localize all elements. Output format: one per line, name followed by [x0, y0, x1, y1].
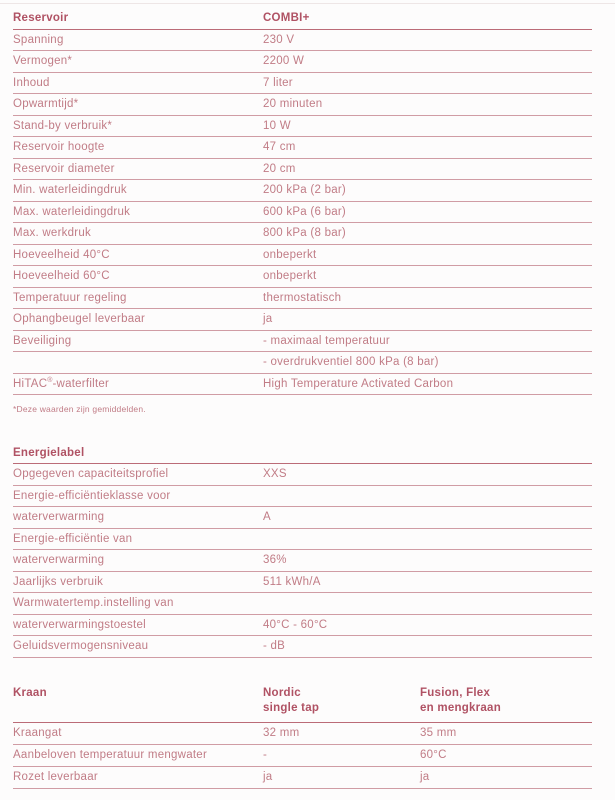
spec-value: thermostatisch	[263, 291, 342, 304]
reservoir-table	[13, 8, 592, 395]
spec-label: Energie-efficiëntie van	[13, 532, 133, 545]
spec-value: - overdrukventiel 800 kPa (8 bar)	[263, 356, 439, 369]
registered-trademark-symbol: ®	[47, 377, 53, 385]
kraan-column-nordic	[263, 686, 420, 716]
table-row	[13, 180, 592, 202]
hitac-label-text: HiTAC	[13, 378, 48, 391]
spec-label: Jaarlijks verbruik	[13, 575, 104, 588]
table-row	[13, 137, 592, 159]
footnote: *Deze waarden zijn gemiddelden.	[13, 404, 146, 414]
kraan-column-nordic-line1: Nordic	[263, 686, 301, 699]
kraan-column-nordic-line2: single tap	[263, 701, 320, 714]
spec-label: Ophangbeugel leverbaar	[13, 313, 146, 326]
spec-value: XXS	[263, 468, 287, 481]
table-row	[13, 266, 592, 288]
table-row	[13, 73, 592, 95]
table-row	[13, 245, 592, 267]
spec-label: waterverwarming	[13, 554, 105, 567]
table-row	[13, 486, 592, 508]
table-row	[13, 529, 592, 551]
table-row	[13, 116, 592, 138]
table-row	[13, 51, 592, 73]
kraan-section-title: Kraan	[13, 686, 47, 699]
table-row	[13, 288, 592, 310]
table-row	[13, 745, 592, 767]
spec-label: Inhoud	[13, 76, 50, 89]
kraan-column-fusion-line2: en mengkraan	[420, 701, 501, 714]
table-row	[13, 223, 592, 245]
spec-label: Opgegeven capaciteitsprofiel	[13, 468, 169, 481]
spec-value: 800 kPa (8 bar)	[263, 227, 347, 240]
kraan-column-fusion	[420, 686, 592, 716]
spec-value-fusion: 60°C	[420, 749, 447, 761]
spec-label: Max. werkdruk	[13, 227, 92, 240]
spec-value: 40°C - 60°C	[263, 618, 328, 631]
kraan-column-fusion-line1: Fusion, Flex	[420, 686, 491, 699]
table-row	[13, 615, 592, 637]
reservoir-table-header-row	[13, 8, 592, 30]
spec-value: - maximaal temperatuur	[263, 334, 390, 347]
spec-label: waterverwarming	[13, 511, 105, 524]
energielabel-section-heading	[13, 443, 592, 464]
product-name: COMBI+	[263, 12, 310, 25]
spec-value: onbeperkt	[263, 248, 317, 261]
spec-label: Spanning	[13, 33, 64, 46]
table-row	[13, 593, 592, 615]
spec-value: 36%	[263, 554, 287, 567]
table-row	[13, 331, 592, 353]
spec-label: Max. waterleidingdruk	[13, 205, 131, 218]
spec-value: A	[263, 511, 271, 524]
spec-value-nordic: -	[263, 749, 268, 761]
spec-label: Warmwatertemp.instelling van	[13, 597, 174, 610]
spec-label: Rozet leverbaar	[13, 771, 98, 783]
spec-value: onbeperkt	[263, 270, 317, 283]
table-row	[13, 767, 592, 789]
table-row	[13, 159, 592, 181]
spec-value-nordic: 32 mm	[263, 727, 300, 739]
table-row	[13, 723, 592, 745]
spec-label: Vermogen*	[13, 55, 73, 68]
spec-value-fusion: ja	[420, 771, 430, 783]
spec-label: Reservoir diameter	[13, 162, 115, 175]
kraan-table-header-row	[13, 685, 592, 723]
table-row	[13, 202, 592, 224]
spec-value: - dB	[263, 640, 286, 653]
spec-value: 600 kPa (6 bar)	[263, 205, 347, 218]
table-row	[13, 572, 592, 594]
spec-value: 7 liter	[263, 76, 293, 89]
spec-label: Hoeveelheid 60°C	[13, 270, 110, 283]
spec-value: 511 kWh/A	[263, 575, 321, 588]
table-row	[13, 636, 592, 658]
spec-label	[13, 377, 263, 390]
spec-label: Hoeveelheid 40°C	[13, 248, 110, 261]
spec-label: Geluidsvermogensniveau	[13, 640, 149, 653]
spec-label: Opwarmtijd*	[13, 98, 79, 111]
spec-value: 230 V	[263, 33, 295, 46]
hitac-label-suffix: -waterfilter	[52, 378, 110, 391]
table-row	[13, 374, 592, 396]
table-row	[13, 30, 592, 52]
table-row	[13, 352, 592, 374]
reservoir-section-title: Reservoir	[13, 12, 69, 25]
spec-label: waterverwarmingstoestel	[13, 618, 146, 631]
spec-label: Reservoir hoogte	[13, 141, 105, 154]
spec-value: 2200 W	[263, 55, 305, 68]
spec-value: 20 minuten	[263, 98, 323, 111]
table-row	[13, 507, 592, 529]
spec-value: 10 W	[263, 119, 291, 132]
energielabel-table	[13, 464, 592, 658]
spec-label: Beveiliging	[13, 334, 72, 347]
table-row	[13, 464, 592, 486]
spec-value-fusion: 35 mm	[420, 727, 457, 739]
spec-label: Stand-by verbruik*	[13, 119, 113, 132]
spec-label: Kraangat	[13, 727, 62, 739]
spec-value: 200 kPa (2 bar)	[263, 184, 347, 197]
spec-value: 20 cm	[263, 162, 296, 175]
spec-label: Aanbeloven temperatuur mengwater	[13, 749, 208, 761]
spec-label: Temperatuur regeling	[13, 291, 127, 304]
spec-value: 47 cm	[263, 141, 296, 154]
spec-value: High Temperature Activated Carbon	[263, 377, 454, 390]
spec-label: Min. waterleidingdruk	[13, 184, 127, 197]
table-row	[13, 94, 592, 116]
table-row	[13, 309, 592, 331]
spec-value-nordic: ja	[263, 771, 273, 783]
energielabel-title: Energielabel	[13, 447, 85, 459]
spec-value: ja	[263, 313, 273, 326]
kraan-table	[13, 723, 592, 789]
spec-label: Energie-efficiëntieklasse voor	[13, 489, 171, 502]
page-top-divider	[0, 3, 615, 4]
table-row	[13, 550, 592, 572]
